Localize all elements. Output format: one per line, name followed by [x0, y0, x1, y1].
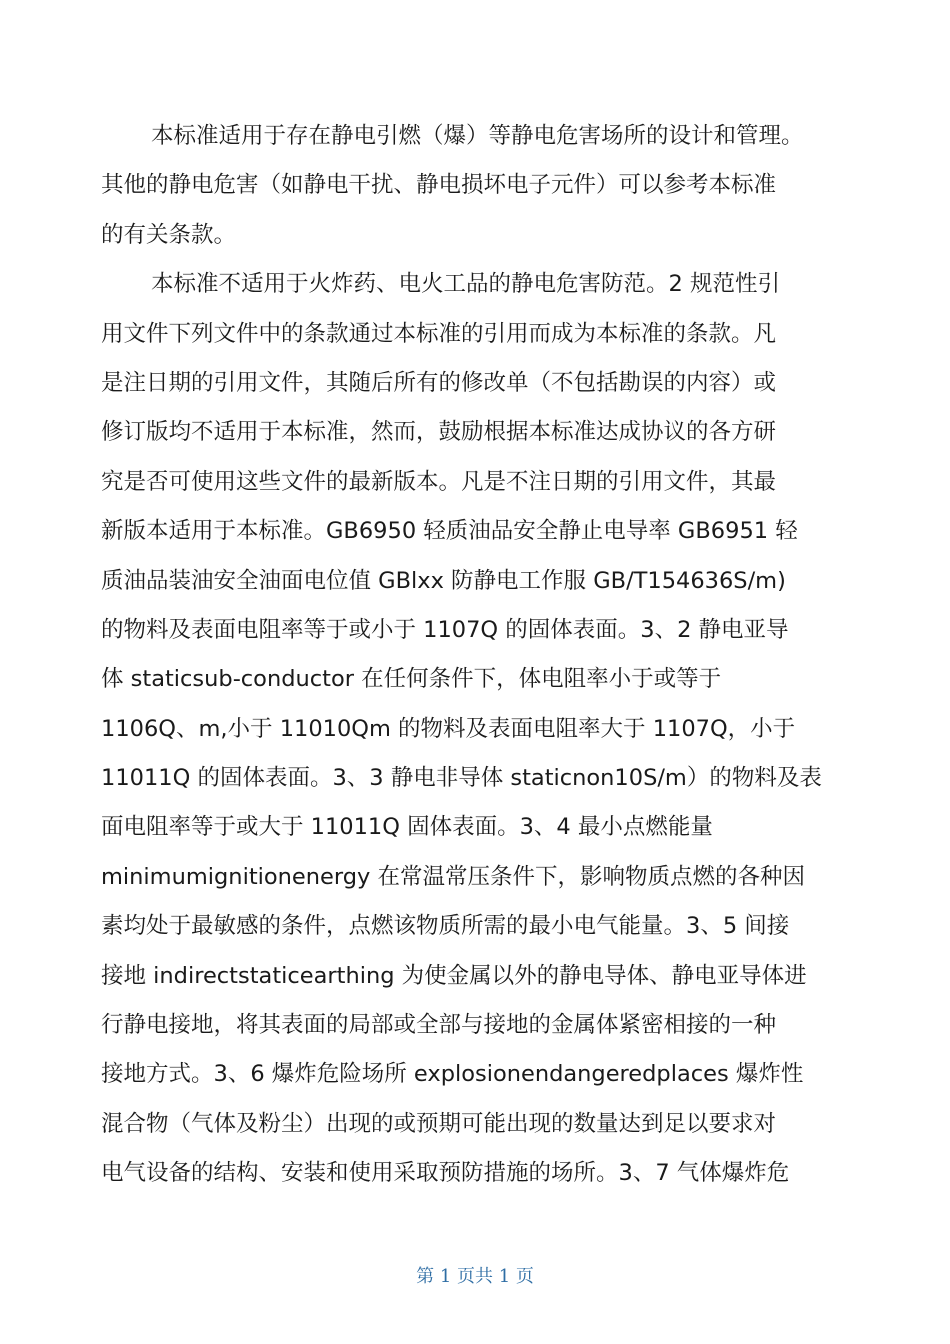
text-line: 新版本适用于本标准。GB6950 轻质油品安全静止电导率 GB6951 轻 — [101, 518, 798, 545]
text-line: 接地 indirectstaticearthing 为使金属以外的静电导体、静电亚导体进 — [101, 962, 807, 989]
page-footer — [0, 1262, 950, 1288]
document-body — [101, 112, 881, 1199]
text-line: 11011Q 的固体表面。3、3 静电非导体 staticnon10S/m）的物料及表 — [101, 765, 822, 792]
text-line: 其他的静电危害（如静电干扰、静电损坏电子元件）可以参考本标准 — [101, 172, 777, 199]
text-line: minimumignitionenergy 在常温常压条件下，影响物质点燃的各种因 — [101, 863, 805, 890]
text-line: 究是否可使用这些文件的最新版本。凡是不注日期的引用文件，其最 — [101, 468, 777, 495]
text-line: 本标准适用于存在静电引燃（爆）等静电危害场所的设计和管理。 — [151, 123, 804, 149]
text-line: 用文件下列文件中的条款通过本标准的引用而成为本标准的条款。凡 — [101, 320, 777, 347]
text-line: 素均处于最敏感的条件，点燃该物质所需的最小电气能量。3、5 间接 — [101, 913, 790, 940]
text-line: 的有关条款。 — [101, 221, 237, 248]
text-line: 修订版均不适用于本标准，然而，鼓励根据本标准达成协议的各方研 — [101, 419, 777, 446]
text-line: 质油品装油安全油面电位值 GBlxx 防静电工作服 GB/T154636S/m) — [101, 567, 786, 594]
text-line: 行静电接地，将其表面的局部或全部与接地的金属体紧密相接的一种 — [101, 1012, 777, 1039]
text-line: 面电阻率等于或大于 11011Q 固体表面。3、4 最小点燃能量 — [101, 814, 713, 841]
text-line: 1106Q、m,小于 11010Qm 的物料及表面电阻率大于 1107Q，小于 — [101, 715, 796, 742]
text-line: 是注日期的引用文件，其随后所有的修改单（不包括勘误的内容）或 — [101, 369, 777, 396]
text-line: 本标准不适用于火炸药、电火工品的静电危害防范。2 规范性引 — [151, 271, 780, 298]
text-line: 的物料及表面电阻率等于或小于 1107Q 的固体表面。3、2 静电亚导 — [101, 616, 789, 643]
text-line: 电气设备的结构、安装和使用采取预防措施的场所。3、7 气体爆炸危 — [101, 1160, 790, 1187]
page-number-label: 第 1 页共 1 页 — [416, 1266, 534, 1287]
text-line: 接地方式。3、6 爆炸危险场所 explosionendangeredplaces 爆炸性 — [101, 1061, 804, 1088]
text-line: 体 staticsub-conductor 在任何条件下，体电阻率小于或等于 — [101, 666, 722, 693]
text-line: 混合物（气体及粉尘）出现的或预期可能出现的数量达到足以要求对 — [101, 1110, 777, 1137]
